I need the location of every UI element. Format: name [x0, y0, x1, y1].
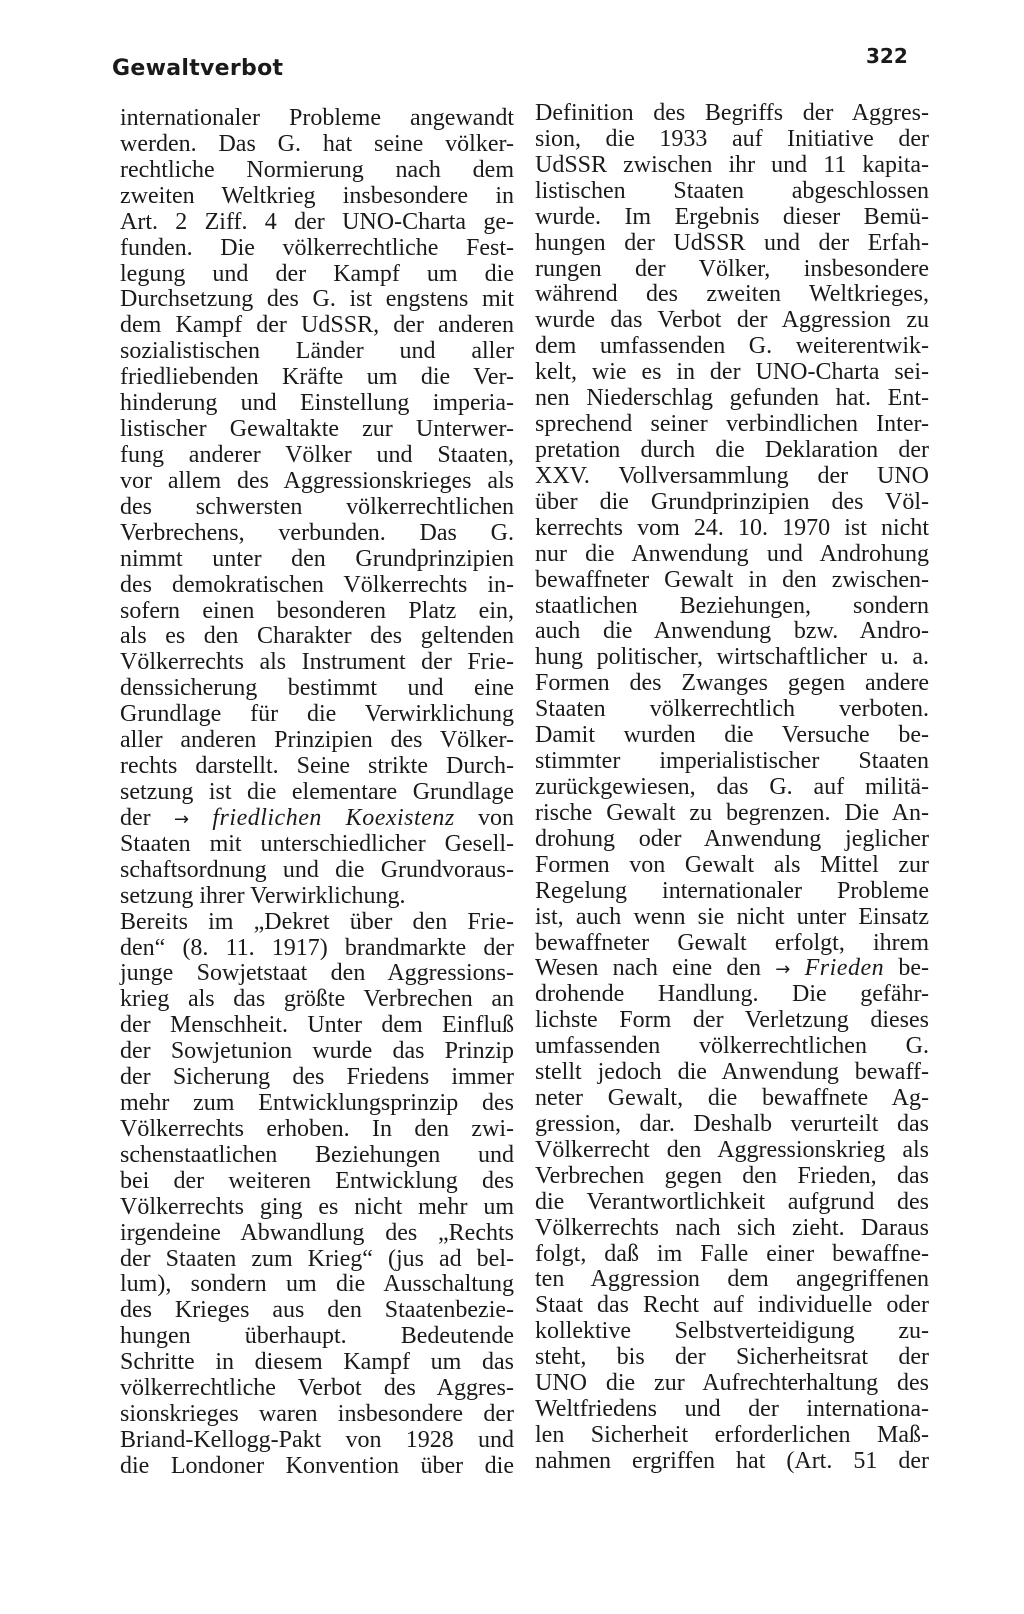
text-line: [535, 1216, 929, 1242]
text-line: [535, 956, 929, 982]
text-segment: des schwersten völkerrechtlichen: [120, 493, 514, 520]
text-line: [120, 806, 514, 832]
text-line: [535, 1423, 929, 1449]
text-line: [535, 179, 929, 205]
text-line: [120, 1428, 514, 1454]
text-line: [535, 101, 929, 127]
text-segment: Völkerrechts ging es nicht mehr um: [120, 1193, 514, 1220]
text-line: [120, 1143, 514, 1169]
text-segment: nahmen ergriffen hat (Art. 51 der: [535, 1447, 929, 1474]
text-segment: über die Grundprinzipien des Völ-: [535, 488, 929, 515]
text-segment: zweiten Weltkrieg insbesondere in: [120, 182, 514, 209]
text-segment: legung und der Kampf um die: [120, 260, 514, 287]
text-segment: steht, bis der Sicherheitsrat der: [535, 1344, 929, 1371]
text-segment: kerrechts vom 24. 10. 1970 ist nicht: [535, 514, 929, 541]
text-segment: denssicherung bestimmt und eine: [120, 675, 514, 702]
text-line: [120, 754, 514, 780]
text-segment: Weltfriedens und der internationa-: [535, 1396, 929, 1423]
text-line: [535, 697, 929, 723]
text-line: [120, 1247, 514, 1273]
running-head: Gewaltverbot: [112, 56, 284, 81]
text-segment: sionskrieges waren insbesondere der: [120, 1401, 514, 1428]
text-segment: be-: [884, 955, 929, 982]
text-segment: staatlichen Beziehungen, sondern: [535, 592, 929, 619]
text-segment: Staaten völkerrechtlich verboten.: [535, 696, 929, 723]
left-text-column: [120, 106, 514, 1480]
text-segment: Formen des Zwanges gegen andere: [535, 670, 929, 697]
text-line: [120, 236, 514, 262]
text-segment: hinderung und Einstellung imperia-: [120, 390, 514, 417]
text-line: [120, 936, 514, 962]
text-line: [120, 1324, 514, 1350]
text-segment: setzung ihrer Verwirklichung.: [120, 882, 406, 909]
text-line: [120, 417, 514, 443]
text-segment: die Londoner Konvention über die: [120, 1452, 514, 1479]
text-line: [535, 905, 929, 931]
text-segment: Völkerrechts erhoben. In den zwi-: [120, 1115, 514, 1142]
text-line: [535, 1371, 929, 1397]
text-line: [535, 931, 929, 957]
text-line: [120, 469, 514, 495]
text-segment: der Staaten zum Krieg“ (jus ad bel-: [120, 1245, 514, 1272]
text-line: [120, 650, 514, 676]
text-segment: den“ (8. 11. 1917) brandmarkte der: [120, 934, 514, 961]
text-segment: drohung oder Anwendung jeglicher: [535, 825, 929, 852]
text-line: [120, 339, 514, 365]
text-line: [535, 645, 929, 671]
text-segment: aller anderen Prinzipien des Völker-: [120, 727, 514, 754]
text-segment: Staat das Recht auf individuelle oder: [535, 1292, 929, 1319]
text-line: [120, 961, 514, 987]
text-line: [535, 594, 929, 620]
text-segment: wurde. Im Ergebnis dieser Bemü-: [535, 203, 929, 230]
text-segment: internationaler Probleme angewandt: [120, 105, 514, 131]
text-segment: umfassenden völkerrechtlichen G.: [535, 1033, 929, 1060]
text-segment: Regelung internationaler Probleme: [535, 877, 929, 904]
text-segment: Verbrechen gegen den Frieden, das: [535, 1162, 929, 1189]
text-line: [535, 1293, 929, 1319]
arrow-right-icon: →: [173, 808, 190, 830]
text-segment: Durchsetzung des G. ist engstens mit: [120, 286, 514, 313]
text-segment: kelt, wie es in der UNO-Charta sei-: [535, 359, 929, 386]
text-line: [535, 1164, 929, 1190]
text-segment: [189, 805, 212, 831]
text-segment: der: [120, 804, 174, 831]
text-segment: zurückgewiesen, das G. auf militä-: [535, 773, 929, 800]
text-line: [535, 412, 929, 438]
text-segment: bewaffneter Gewalt erfolgt, ihrem: [535, 929, 929, 956]
text-segment: Verbrechens, verbunden. Das G.: [120, 519, 514, 546]
text-line: [535, 749, 929, 775]
text-segment: während des zweiten Weltkrieges,: [535, 281, 929, 308]
text-segment: folgt, daß im Falle einer bewaffne-: [535, 1240, 929, 1267]
text-line: [120, 624, 514, 650]
text-line: [535, 1060, 929, 1086]
text-line: [120, 1169, 514, 1195]
text-segment: sofern einen besonderen Platz ein,: [120, 597, 514, 624]
text-line: [120, 858, 514, 884]
text-segment: sozialistischen Länder und aller: [120, 338, 514, 365]
text-line: [535, 257, 929, 283]
text-segment: kollektive Selbstverteidigung zu-: [535, 1318, 929, 1345]
text-line: [120, 1039, 514, 1065]
text-line: [535, 516, 929, 542]
text-segment: listischer Gewaltakte zur Unterwer-: [120, 416, 514, 443]
text-line: [120, 1065, 514, 1091]
text-segment: Damit wurden die Versuche be-: [535, 722, 929, 749]
text-segment: mehr zum Entwicklungsprinzip des: [120, 1090, 514, 1117]
text-line: [120, 1195, 514, 1221]
text-segment: sion, die 1933 auf Initiative der: [535, 125, 929, 152]
text-segment: wurde das Verbot der Aggression zu: [535, 307, 929, 334]
text-segment: krieg als das größte Verbrechen an: [120, 986, 514, 1013]
text-segment: dem umfassenden G. weiterentwik-: [535, 333, 929, 360]
text-segment: ist, auch wenn sie nicht unter Einsatz: [535, 903, 929, 930]
text-segment: rische Gewalt zu begrenzen. Die An-: [535, 799, 929, 826]
text-segment: fung anderer Völker und Staaten,: [120, 441, 514, 468]
text-segment: nur die Anwendung und Androhung: [535, 540, 929, 567]
text-line: [535, 619, 929, 645]
text-line: [120, 910, 514, 936]
cross-reference: friedlichen Koexistenz: [212, 804, 455, 831]
text-segment: Staaten mit unterschiedlicher Gesell-: [120, 830, 514, 857]
text-segment: bei der weiteren Entwicklung des: [120, 1167, 514, 1194]
text-line: [535, 827, 929, 853]
text-line: [535, 1034, 929, 1060]
text-segment: auch die Anwendung bzw. Andro-: [535, 618, 929, 645]
text-segment: stimmter imperialistischer Staaten: [535, 748, 929, 775]
text-segment: UdSSR zwischen ihr und 11 kapita-: [535, 151, 929, 178]
text-line: [120, 884, 514, 910]
text-segment: drohende Handlung. Die gefähr-: [535, 981, 929, 1008]
text-line: [535, 205, 929, 231]
text-line: [120, 676, 514, 702]
text-line: [120, 313, 514, 339]
text-line: [120, 599, 514, 625]
text-segment: funden. Die völkerrechtliche Fest-: [120, 234, 514, 261]
text-segment: Völkerrecht den Aggressionskrieg als: [535, 1136, 929, 1163]
text-line: [120, 832, 514, 858]
text-segment: XXV. Vollversammlung der UNO: [535, 462, 929, 489]
text-segment: Briand-Kellogg-Pakt von 1928 und: [120, 1427, 514, 1454]
text-line: [535, 1449, 929, 1475]
text-line: [120, 1350, 514, 1376]
text-segment: dem Kampf der UdSSR, der anderen: [120, 312, 514, 339]
text-segment: werden. Das G. hat seine völker-: [120, 130, 514, 157]
text-line: [120, 1013, 514, 1039]
text-segment: Art. 2 Ziff. 4 der UNO-Charta ge-: [120, 208, 514, 235]
text-line: [120, 495, 514, 521]
text-line: [535, 308, 929, 334]
text-segment: sprechend seiner verbindlichen Inter-: [535, 411, 929, 438]
text-segment: der Sowjetunion wurde das Prinzip: [120, 1038, 514, 1065]
text-segment: len Sicherheit erforderlichen Maß-: [535, 1422, 929, 1449]
text-segment: rungen der Völker, insbesondere: [535, 255, 929, 282]
text-line: [535, 1345, 929, 1371]
text-segment: irgendeine Abwandlung des „Rechts: [120, 1219, 514, 1246]
text-line: [535, 775, 929, 801]
text-segment: nimmt unter den Grundprinzipien: [120, 545, 514, 572]
text-segment: rechtliche Normierung nach dem: [120, 156, 514, 183]
text-segment: UNO die zur Aufrechterhaltung des: [535, 1370, 929, 1397]
text-line: [120, 1454, 514, 1480]
text-segment: des Krieges aus den Staatenbezie-: [120, 1297, 514, 1324]
text-line: [120, 158, 514, 184]
page-number: 322: [866, 44, 908, 68]
text-line: [120, 1221, 514, 1247]
text-line: [535, 282, 929, 308]
text-segment: Völkerrechts nach sich zieht. Daraus: [535, 1214, 929, 1241]
text-line: [535, 1397, 929, 1423]
text-segment: Völkerrechts als Instrument der Frie-: [120, 649, 514, 676]
text-segment: von: [454, 804, 514, 831]
text-segment: schenstaatlichen Beziehungen und: [120, 1141, 514, 1168]
text-line: [120, 1091, 514, 1117]
text-segment: rechts darstellt. Seine strikte Durch-: [120, 753, 514, 780]
text-line: [535, 334, 929, 360]
text-line: [535, 801, 929, 827]
text-line: [535, 490, 929, 516]
text-line: [535, 1319, 929, 1345]
text-line: [535, 568, 929, 594]
text-segment: gression, dar. Deshalb verurteilt das: [535, 1110, 929, 1137]
text-line: [120, 987, 514, 1013]
text-line: [120, 521, 514, 547]
text-line: [535, 982, 929, 1008]
text-line: [535, 723, 929, 749]
text-line: [120, 1402, 514, 1428]
text-line: [120, 1298, 514, 1324]
text-segment: Bereits im „Dekret über den Frie-: [120, 908, 514, 935]
text-segment: bewaffneter Gewalt in den zwischen-: [535, 566, 929, 593]
text-line: [120, 365, 514, 391]
text-line: [535, 386, 929, 412]
text-line: [120, 573, 514, 599]
text-line: [535, 1267, 929, 1293]
text-segment: hungen überhaupt. Bedeutende: [120, 1323, 514, 1350]
text-line: [120, 106, 514, 132]
text-line: [535, 438, 929, 464]
text-line: [535, 671, 929, 697]
text-segment: völkerrechtliche Verbot des Aggres-: [120, 1375, 514, 1402]
text-segment: Definition des Begriffs der Aggres-: [535, 100, 929, 126]
text-segment: Formen von Gewalt als Mittel zur: [535, 851, 929, 878]
text-segment: der Sicherung des Friedens immer: [120, 1064, 514, 1091]
cross-reference: Frieden: [804, 955, 885, 982]
text-segment: ten Aggression dem angegriffenen: [535, 1266, 929, 1293]
text-segment: Schritte in diesem Kampf um das: [120, 1349, 514, 1376]
text-line: [120, 1376, 514, 1402]
text-segment: stellt jedoch die Anwendung bewaff-: [535, 1059, 929, 1086]
text-segment: pretation durch die Deklaration der: [535, 436, 929, 463]
text-line: [120, 184, 514, 210]
text-line: [120, 780, 514, 806]
text-line: [120, 728, 514, 754]
text-segment: junge Sowjetstaat den Aggressions-: [120, 960, 514, 987]
text-line: [535, 231, 929, 257]
text-segment: als es den Charakter des geltenden: [120, 623, 514, 650]
text-segment: des demokratischen Völkerrechts in-: [120, 571, 514, 598]
text-line: [120, 391, 514, 417]
text-line: [535, 879, 929, 905]
text-segment: [790, 955, 804, 981]
text-line: [120, 210, 514, 236]
text-line: [120, 547, 514, 573]
text-line: [535, 153, 929, 179]
text-line: [535, 360, 929, 386]
text-segment: lichste Form der Verletzung dieses: [535, 1007, 929, 1034]
text-line: [535, 127, 929, 153]
text-line: [535, 853, 929, 879]
text-segment: lum), sondern um die Ausschaltung: [120, 1271, 514, 1298]
text-segment: neter Gewalt, die bewaffnete Ag-: [535, 1085, 929, 1112]
text-line: [120, 1117, 514, 1143]
text-segment: nen Niederschlag gefunden hat. Ent-: [535, 385, 929, 412]
text-segment: Grundlage für die Verwirklichung: [120, 701, 514, 728]
text-line: [120, 702, 514, 728]
text-line: [535, 1112, 929, 1138]
text-line: [535, 1086, 929, 1112]
arrow-right-icon: →: [775, 959, 791, 981]
text-line: [120, 443, 514, 469]
text-segment: vor allem des Aggressionskrieges als: [120, 467, 514, 494]
text-line: [535, 542, 929, 568]
text-segment: die Verantwortlichkeit aufgrund des: [535, 1188, 929, 1215]
text-line: [535, 1242, 929, 1268]
text-line: [535, 1190, 929, 1216]
text-line: [120, 287, 514, 313]
text-segment: listischen Staaten abgeschlossen: [535, 177, 929, 204]
text-segment: der Menschheit. Unter dem Einfluß: [120, 1012, 514, 1039]
text-line: [535, 1008, 929, 1034]
text-segment: friedliebenden Kräfte um die Ver-: [120, 364, 514, 391]
text-segment: Wesen nach eine den: [535, 955, 776, 982]
text-segment: setzung ist die elementare Grundlage: [120, 778, 514, 805]
text-line: [535, 1138, 929, 1164]
text-line: [120, 1272, 514, 1298]
text-line: [120, 132, 514, 158]
text-segment: hungen der UdSSR und der Erfah-: [535, 229, 929, 256]
text-segment: hung politischer, wirtschaftlicher u. a.: [535, 644, 929, 671]
text-segment: schaftsordnung und die Grundvoraus-: [120, 856, 514, 883]
text-line: [535, 464, 929, 490]
text-line: [120, 262, 514, 288]
right-text-column: [535, 101, 929, 1475]
